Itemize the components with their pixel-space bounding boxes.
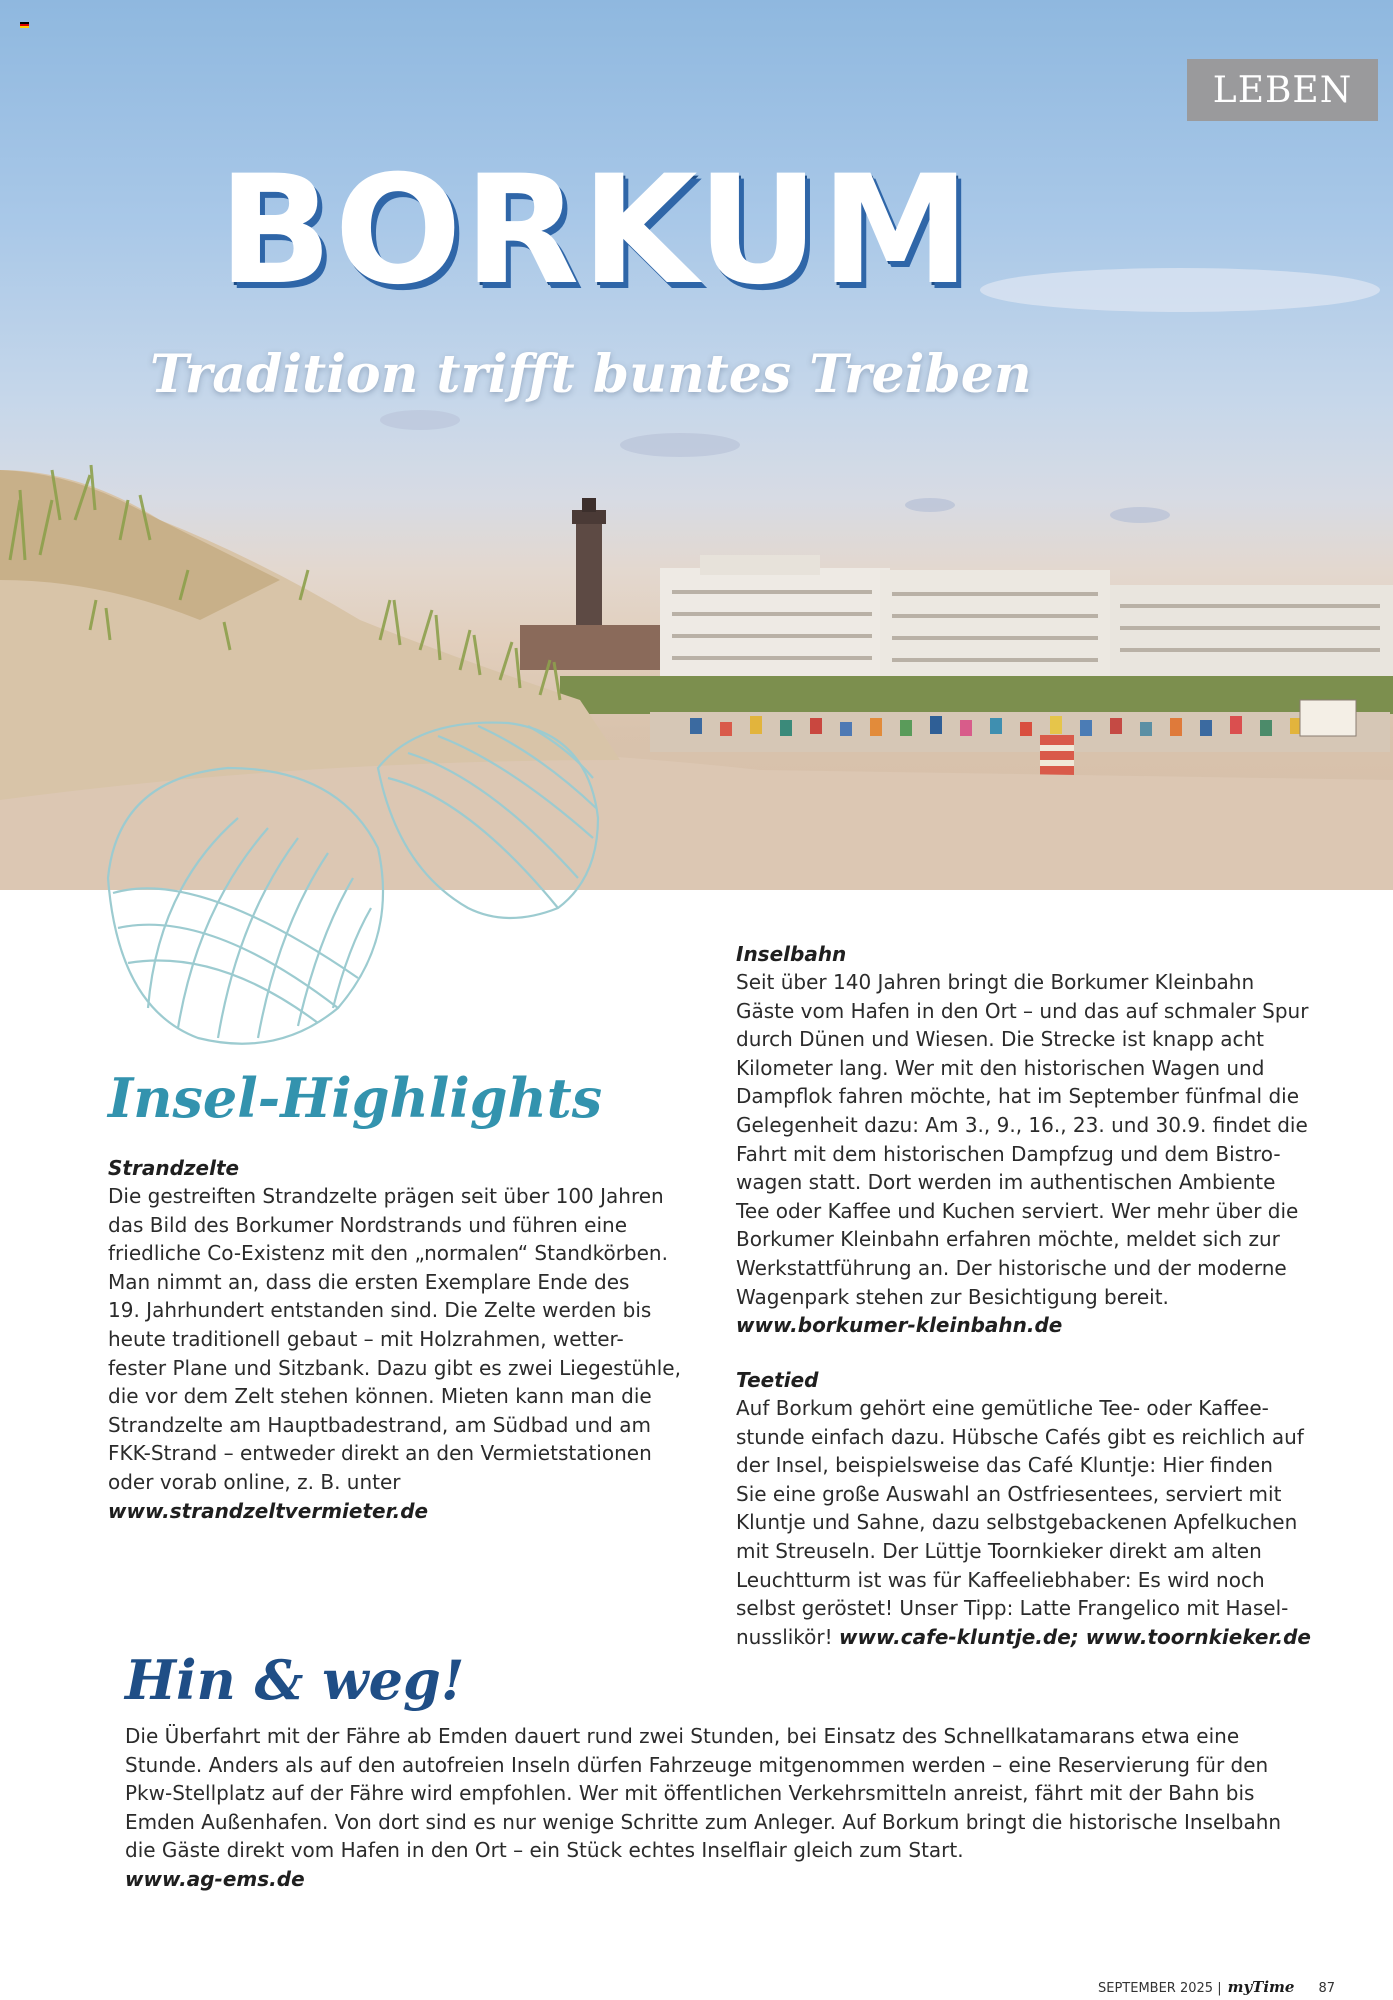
teetied-line: der Insel, beispielsweise das Café Kluntje: Hier finden <box>736 1453 1273 1478</box>
teetied-line: Sie eine große Auswahl an Ostfriesentees, serviert mit <box>736 1481 1282 1506</box>
article-hinweg <box>125 1722 1315 1894</box>
hinweg-line: Emden Außenhafen. Von dort sind es nur wenige Schritte zum Anleger. Auf Borkum bringt die historische Inselbahn <box>125 1809 1282 1834</box>
language-flag-icon <box>20 22 29 28</box>
hinweg-link[interactable]: www.ag-ems.de <box>125 1866 305 1891</box>
teetied-line: Leuchtturm ist was für Kaffeeliebhaber: Es wird noch <box>736 1567 1265 1592</box>
section-tag: LEBEN <box>1187 59 1378 121</box>
teetied-line: mit Streuseln. Der Lüttje Toornkieker direkt am alten <box>736 1538 1262 1563</box>
inselbahn-line: wagen statt. Dort werden im authentischen Ambiente <box>736 1170 1276 1195</box>
hinweg-line: Die Überfahrt mit der Fähre ab Emden dauert rund zwei Stunden, bei Einsatz des Schnellkatamarans etwa eine <box>125 1724 1240 1748</box>
strandzelte-title: Strandzelte <box>108 1156 240 1180</box>
inselbahn-line: durch Dünen und Wiesen. Die Strecke ist knapp acht <box>736 1027 1264 1052</box>
inselbahn-line: Wagenpark stehen zur Besichtigung bereit. <box>736 1284 1169 1309</box>
highlights-heading: Insel-Highlights <box>108 1066 603 1130</box>
strandzelte-last-text: oder vorab online, z. B. unter <box>108 1469 401 1494</box>
inselbahn-title: Inselbahn <box>736 942 847 966</box>
strandzelte-line: das Bild des Borkumer Nordstrands und führen eine <box>108 1212 627 1237</box>
inselbahn-link[interactable]: www.borkumer-kleinbahn.de <box>736 1313 1063 1338</box>
hinweg-line: Pkw-Stellplatz auf der Fähre wird empfohlen. Wer mit öffentlichen Verkehrsmitteln anreist, fährt mit der Bahn bis <box>125 1781 1255 1806</box>
strandzelte-line: friedliche Co-Existenz mit den „normalen“ Standkörben. <box>108 1241 668 1266</box>
inselbahn-line: Werkstattführung an. Der historische und der moderne <box>736 1255 1287 1280</box>
inselbahn-line: Borkumer Kleinbahn erfahren möchte, meldet sich zur <box>736 1227 1280 1252</box>
strandzelte-link[interactable]: www.strandzeltvermieter.de <box>108 1498 429 1523</box>
teetied-line: Auf Borkum gehört eine gemütliche Tee- oder Kaffee- <box>736 1396 1269 1420</box>
strandzelte-line: Die gestreiften Strandzelte prägen seit über 100 Jahren <box>108 1184 664 1208</box>
inselbahn-line: Kilometer lang. Wer mit den historischen Wagen und <box>736 1055 1265 1080</box>
article-teetied <box>736 1366 1356 1651</box>
inselbahn-line: Tee oder Kaffee und Kuchen serviert. Wer mehr über die <box>736 1198 1299 1223</box>
teetied-line: stunde einfach dazu. Hübsche Cafés gibt es reichlich auf <box>736 1424 1304 1449</box>
footer-issue: SEPTEMBER 2025 | <box>1098 1981 1222 1996</box>
teetied-link[interactable]: www.cafe-kluntje.de; www.toornkieker.de <box>839 1624 1311 1649</box>
inselbahn-line: Seit über 140 Jahren bringt die Borkumer Kleinbahn <box>736 970 1255 994</box>
page-number: 87 <box>1318 1981 1335 1996</box>
strandzelte-line: die vor dem Zelt stehen können. Mieten kann man die <box>108 1384 652 1409</box>
article-strandzelte <box>108 1154 708 1525</box>
strandzelte-last-line <box>108 1468 708 1525</box>
strandzelte-line: 19. Jahrhundert entstanden sind. Die Zelte werden bis <box>108 1298 652 1323</box>
page-footer <box>1098 1978 1335 1996</box>
teetied-line: Kluntje und Sahne, dazu selbstgebackenen Apfelkuchen <box>736 1510 1298 1535</box>
strandzelte-line: Man nimmt an, dass die ersten Exemplare Ende des <box>108 1269 630 1294</box>
page-subtitle: Tradition trifft buntes Treiben <box>150 344 1032 405</box>
seashell-illustration <box>88 708 628 1068</box>
strandzelte-line: FKK-Strand – entweder direkt an den Vermietstationen <box>108 1441 652 1466</box>
teetied-line: selbst geröstet! Unser Tipp: Latte Frangelico mit Hasel- <box>736 1596 1289 1621</box>
footer-brand-logo: myTime <box>1227 1978 1295 1996</box>
hinweg-line: Stunde. Anders als auf den autofreien Inseln dürfen Fahrzeuge mitgenommen werden – eine Reservierung für den <box>125 1752 1269 1777</box>
hinweg-line: die Gäste direkt vom Hafen in den Ort – ein Stück echtes Inselflair gleich zum Start. <box>125 1838 964 1863</box>
strandzelte-line: Strandzelte am Hauptbadestrand, am Südbad und am <box>108 1412 651 1437</box>
page-title: BORKUM <box>218 144 973 318</box>
teetied-title: Teetied <box>736 1368 819 1392</box>
teetied-last-line <box>736 1623 1356 1652</box>
teetied-last-text: nusslikör! <box>736 1624 840 1649</box>
inselbahn-line: Gäste vom Hafen in den Ort – und das auf schmaler Spur <box>736 998 1309 1023</box>
hinweg-heading: Hin & weg! <box>125 1648 465 1712</box>
strandzelte-line: fester Plane und Sitzbank. Dazu gibt es zwei Liegestühle, <box>108 1355 681 1380</box>
article-inselbahn <box>736 940 1356 1340</box>
inselbahn-line: Gelegenheit dazu: Am 3., 9., 16., 23. und 30.9. findet die <box>736 1112 1308 1137</box>
inselbahn-line: Dampflok fahren möchte, hat im September fünfmal die <box>736 1084 1300 1109</box>
strandzelte-line: heute traditionell gebaut – mit Holzrahmen, wetter- <box>108 1326 624 1351</box>
inselbahn-line: Fahrt mit dem historischen Dampfzug und dem Bistro- <box>736 1141 1281 1166</box>
